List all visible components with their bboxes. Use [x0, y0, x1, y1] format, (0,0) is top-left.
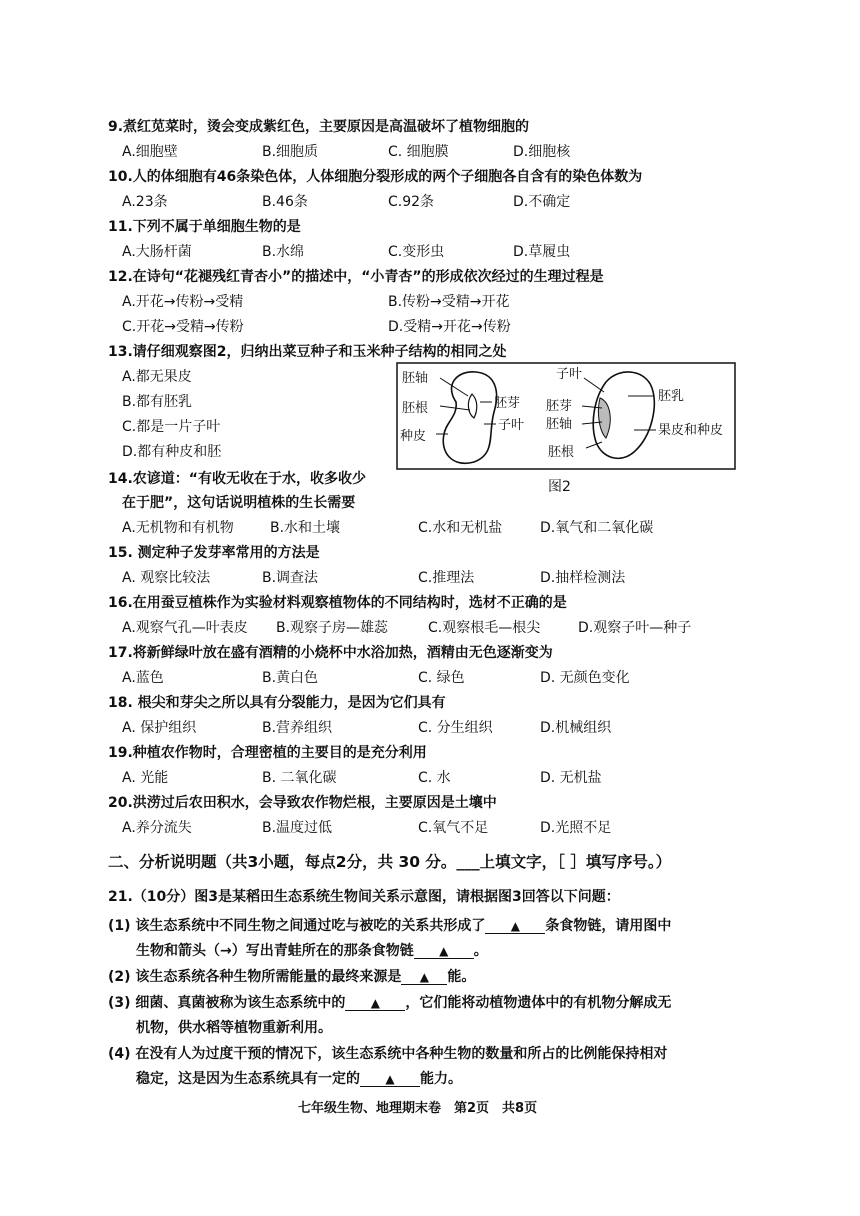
section-2-title: 二、分析说明题（共3小题，每点2分，共 30 分。___上填文字，［ ］填写序号。） [108, 853, 672, 871]
label-corn-plumule: 胚芽 [546, 399, 573, 414]
option-d: D.光照不足 [540, 820, 612, 836]
question-17: 17.将新鲜绿叶放在盛有酒精的小烧杯中水浴加热，酒精由无色逐渐变为 [108, 645, 553, 661]
option-b: B.水和土壤 [270, 520, 341, 536]
q21-part3-text-b: ，它们能将动植物遗体中的有机物分解成无 [405, 995, 672, 1011]
label-corn-endosperm: 胚乳 [658, 389, 685, 404]
option-a: A.都无果皮 [122, 369, 192, 385]
label-corn-hypocotyl: 胚轴 [546, 417, 573, 432]
label-bean-plumule: 胚芽 [494, 396, 521, 411]
corn-embryo [598, 398, 610, 438]
answer-blank[interactable]: ▲ [485, 919, 545, 934]
answer-blank[interactable]: ▲ [345, 996, 405, 1011]
q21-part2 [108, 968, 475, 986]
question-11: 11.下列不属于单细胞生物的是 [108, 219, 301, 235]
option-a: A. 光能 [122, 770, 169, 786]
question-20: 20.洪涝过后农田积水，会导致农作物烂根，主要原因是土壤中 [108, 795, 497, 811]
question-19: 19.种植农作物时，合理密植的主要目的是充分利用 [108, 745, 427, 761]
question-16: 16.在用蚕豆植株作为实验材料观察植物体的不同结构时，选材不正确的是 [108, 595, 567, 611]
question-15: 15. 测定种子发芽率常用的方法是 [108, 545, 320, 561]
q21-part3-line1 [108, 994, 671, 1012]
bean-embryo [468, 394, 476, 418]
option-b: B.黄白色 [262, 670, 319, 686]
option-a: A.观察气孔—叶表皮 [122, 620, 248, 636]
option-d: D.受精→开花→传粉 [388, 319, 511, 335]
option-b: B.细胞质 [262, 144, 319, 160]
label-bean-radicle: 胚根 [402, 401, 429, 416]
question-21-intro: 21.（10分）图3是某稻田生态系统生物间关系示意图，请根据图3回答以下问题： [108, 889, 620, 905]
q21-part4-text-b: 稳定，这是因为生态系统具有一定的 [136, 1071, 360, 1087]
option-a: A. 观察比较法 [122, 570, 211, 586]
q21-part4-line2 [136, 1070, 462, 1088]
option-b: B.营养组织 [262, 720, 333, 736]
option-b: B.调查法 [262, 570, 319, 586]
question-9: 9.煮红苋菜时，烫会变成紫红色，主要原因是高温破坏了植物细胞的 [108, 119, 530, 135]
answer-blank[interactable]: ▲ [360, 1072, 420, 1087]
option-d: D.细胞核 [513, 144, 571, 160]
option-a: A.细胞壁 [122, 144, 178, 160]
q21-part1-line1 [108, 917, 671, 935]
question-14-line2: 在于肥”，这句话说明植株的生长需要 [122, 495, 356, 511]
option-c: C.氧气不足 [418, 820, 489, 836]
question-18: 18. 根尖和芽尖之所以具有分裂能力，是因为它们具有 [108, 695, 446, 711]
q21-part3-line2: 机物，供水稻等植物重新利用。 [136, 1020, 332, 1036]
option-c: C.开花→受精→传粉 [122, 319, 244, 335]
option-c: C.都是一片子叶 [122, 419, 221, 435]
label-bean-seed-coat: 种皮 [400, 429, 427, 444]
q21-part2-text-b: 能。 [447, 969, 476, 985]
question-14-line1: 14.农谚道：“有收无收在于水，收多收少 [108, 471, 367, 487]
option-a: A.开花→传粉→受精 [122, 294, 244, 310]
option-a: A.蓝色 [122, 670, 164, 686]
q21-part1-text-d: 。 [473, 943, 488, 959]
question-10: 10.人的体细胞有46条染色体，人体细胞分裂形成的两个子细胞各自含有的染色体数为 [108, 169, 643, 185]
option-b: B. 二氧化碳 [262, 770, 337, 786]
option-c: C. 水 [418, 770, 451, 786]
q21-part1-line2 [136, 942, 488, 960]
page-footer: 七年级生物、地理期末卷 第2页 共8页 [298, 1101, 538, 1116]
figure-2-seed-diagram [396, 362, 736, 472]
option-c: C. 绿色 [418, 670, 465, 686]
figure-2-caption: 图2 [548, 479, 571, 495]
option-a: A.养分流失 [122, 820, 192, 836]
answer-blank[interactable]: ▲ [401, 970, 447, 985]
option-b: B.46条 [262, 194, 308, 210]
q21-part4-text-c: 能力。 [420, 1071, 462, 1087]
option-d: D.都有种皮和胚 [122, 444, 222, 460]
label-corn-cotyledon: 子叶 [556, 367, 583, 382]
answer-blank[interactable]: ▲ [414, 944, 474, 959]
q21-part1-text-a: (1) 该生态系统中不同生物之间通过吃与被吃的关系共形成了 [108, 918, 486, 934]
option-c: C.观察根毛—根尖 [428, 620, 541, 636]
option-b: B.温度过低 [262, 820, 333, 836]
q21-part2-text-a: (2) 该生态系统各种生物所需能量的最终来源是 [108, 969, 402, 985]
label-bean-hypocotyl: 胚轴 [402, 371, 429, 386]
q21-part1-text-c: 生物和箭头（→）写出青蛙所在的那条食物链 [136, 943, 414, 959]
option-c: C.92条 [388, 194, 435, 210]
label-corn-radicle: 胚根 [548, 445, 575, 460]
option-a: A.23条 [122, 194, 168, 210]
question-13: 13.请仔细观察图2，归纳出菜豆种子和玉米种子结构的相同之处 [108, 344, 507, 360]
option-d: D. 无颜色变化 [540, 670, 630, 686]
option-b: B.观察子房—雄蕊 [276, 620, 389, 636]
option-b: B.传粉→受精→开花 [388, 294, 510, 310]
option-a: A. 保护组织 [122, 720, 197, 736]
option-d: D.草履虫 [513, 244, 571, 260]
question-12: 12.在诗句“花褪残红青杏小”的描述中，“小青杏”的形成依次经过的生理过程是 [108, 269, 604, 285]
option-b: B.水绵 [262, 244, 305, 260]
option-c: C.水和无机盐 [418, 520, 503, 536]
q21-part3-text-a: (3) 细菌、真菌被称为该生态系统中的 [108, 995, 346, 1011]
q21-part4-line1: (4) 在没有人为过度干预的情况下，该生态系统中各种生物的数量和所占的比例能保持相对 [108, 1046, 668, 1062]
option-b: B.都有胚乳 [122, 394, 193, 410]
option-d: D.不确定 [513, 194, 571, 210]
option-c: C.推理法 [418, 570, 475, 586]
label-bean-cotyledon: 子叶 [498, 418, 525, 433]
label-corn-pericarp-seedcoat: 果皮和种皮 [658, 423, 724, 438]
option-d: D.观察子叶—种子 [578, 620, 692, 636]
q21-part1-text-b: 条食物链，请用图中 [545, 918, 672, 934]
option-c: C. 分生组织 [418, 720, 493, 736]
option-a: A.大肠杆菌 [122, 244, 192, 260]
option-d: D. 无机盐 [540, 770, 602, 786]
option-c: C. 细胞膜 [388, 144, 449, 160]
option-c: C.变形虫 [388, 244, 445, 260]
option-d: D.机械组织 [540, 720, 612, 736]
option-d: D.抽样检测法 [540, 570, 626, 586]
option-a: A.无机物和有机物 [122, 520, 234, 536]
option-d: D.氧气和二氧化碳 [540, 520, 654, 536]
